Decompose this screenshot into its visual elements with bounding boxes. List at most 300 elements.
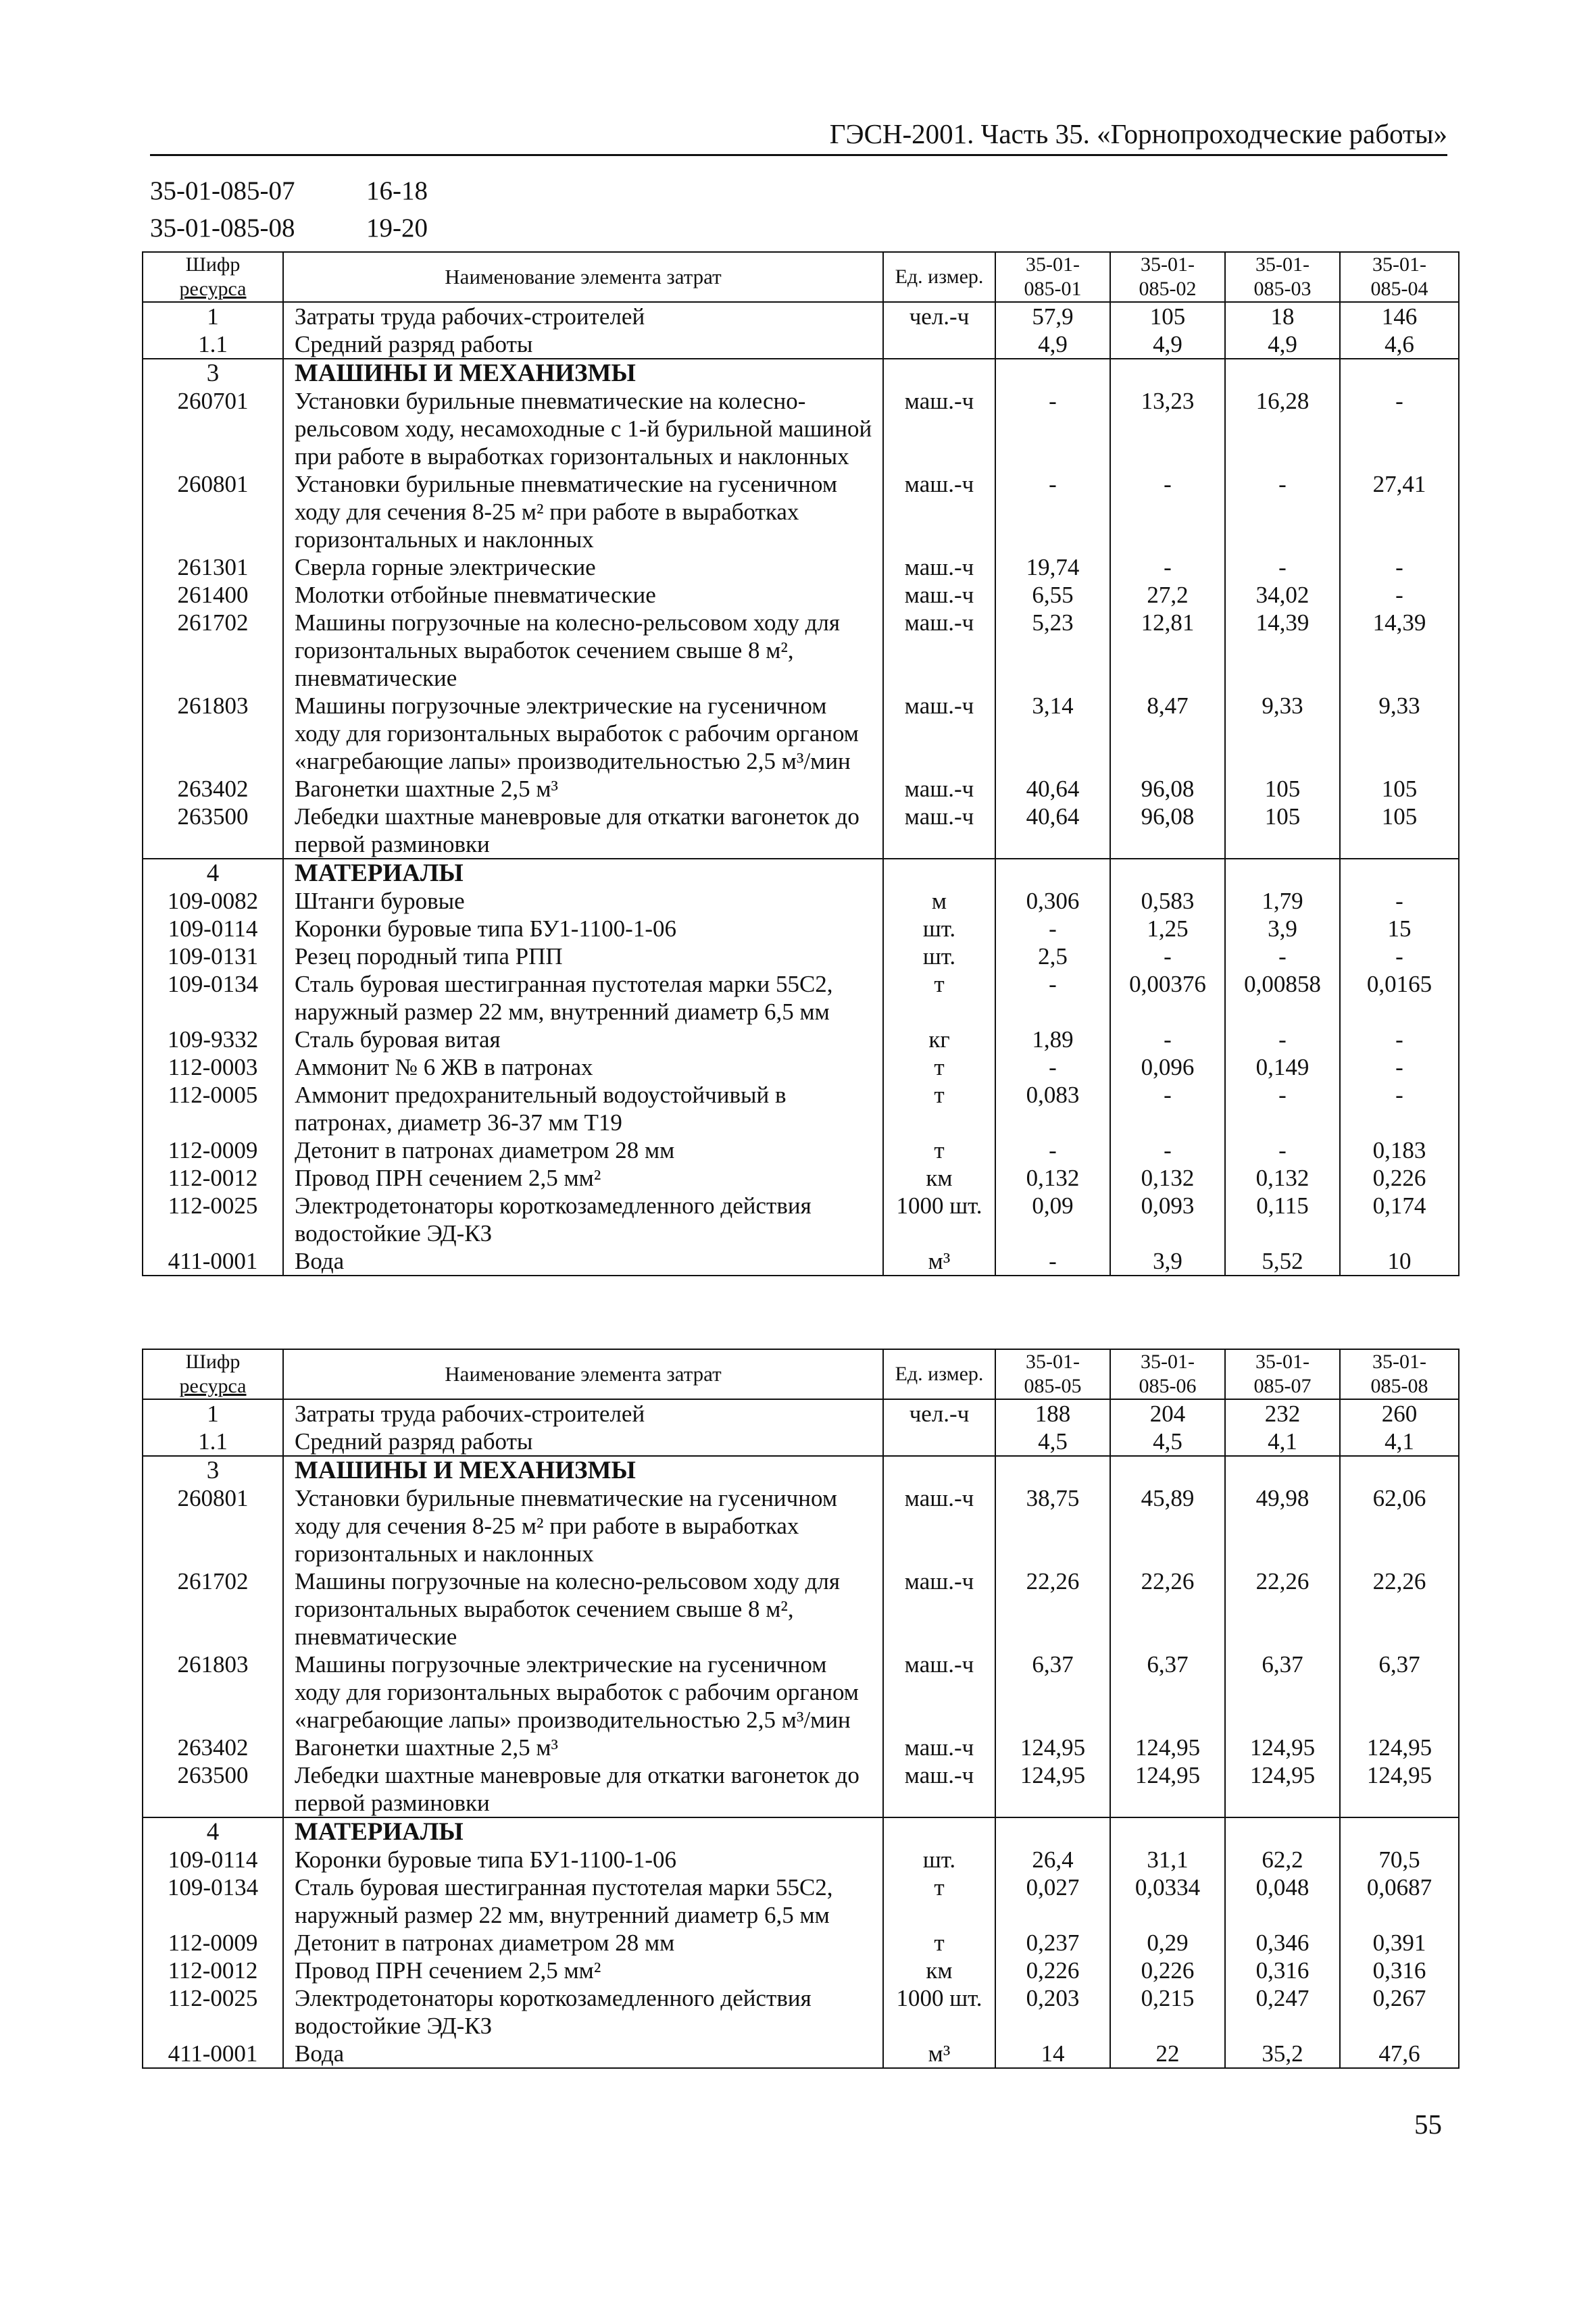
value-cell [995,1456,1110,1484]
header-code: Шифр ресурса [143,1349,283,1399]
value-cell: 105 [1340,775,1459,803]
reference-list [150,172,428,247]
resource-name-cell: Электродетонаторы короткозамедленного действия водостойкие ЭД-КЗ [283,1984,883,2040]
unit-cell: маш.-ч [883,387,995,470]
header-code: Шифр ресурса [143,252,283,302]
unit-cell: т [883,1929,995,1957]
value-cell: 0,115 [1225,1192,1340,1247]
value-cell: 8,47 [1110,692,1225,775]
unit-cell: м³ [883,1247,995,1276]
resource-code-cell: 3 [143,1456,283,1484]
value-cell: 0,583 [1110,887,1225,915]
header-col-3: 35-01- 085-03 [1225,252,1340,302]
unit-cell: маш.-ч [883,1484,995,1567]
value-cell: 6,55 [995,581,1110,609]
value-cell: 0,215 [1110,1984,1225,2040]
value-cell: 0,203 [995,1984,1110,2040]
value-cell: 105 [1225,803,1340,859]
value-cell: 4,9 [995,330,1110,359]
value-cell: - [995,970,1110,1026]
table-row [143,1873,1459,1929]
value-cell: 26,4 [995,1846,1110,1873]
value-cell: 40,64 [995,803,1110,859]
resource-name-cell: Лебедки шахтные маневровые для откатки вагонеток до первой разминовки [283,1761,883,1817]
reference-row [150,172,428,209]
section-row [143,1456,1459,1484]
value-cell [995,859,1110,887]
value-cell: 0,237 [995,1929,1110,1957]
value-cell: 9,33 [1340,692,1459,775]
header-name: Наименование элемента затрат [283,252,883,302]
unit-cell [883,859,995,887]
value-cell: 0,132 [995,1164,1110,1192]
unit-cell: км [883,1164,995,1192]
table-row [143,1484,1459,1567]
value-cell: 22,26 [1110,1567,1225,1651]
resource-name-cell: Установки бурильные пневматические на гусеничном ходу для сечения 8-25 м² при работе в выработках горизонтальных и наклонных [283,470,883,553]
table-body [143,1399,1459,2068]
value-cell [1225,1456,1340,1484]
header-col-1: 35-01- 085-01 [995,252,1110,302]
value-cell: 0,0687 [1340,1873,1459,1929]
value-cell: 4,5 [995,1428,1110,1456]
resource-table-2 [142,1349,1460,2069]
value-cell: 16,28 [1225,387,1340,470]
value-cell: 5,23 [995,609,1110,692]
resource-code-cell: 1 [143,1399,283,1428]
table-row [143,1192,1459,1247]
value-cell: 47,6 [1340,2040,1459,2068]
table-row [143,1957,1459,1984]
value-cell: 57,9 [995,302,1110,330]
value-cell: - [1110,553,1225,581]
header-col-1: 35-01- 085-05 [995,1349,1110,1399]
resource-name-cell: Сталь буровая шестигранная пустотелая марки 55С2, наружный размер 22 мм, внутренний диаметр 6,5 мм [283,1873,883,1929]
table-row [143,1399,1459,1428]
reference-pages: 16-18 [366,176,428,205]
resource-code-cell: 1 [143,302,283,330]
header-unit: Ед. измер. [883,252,995,302]
value-cell: 0,0334 [1110,1873,1225,1929]
value-cell: 124,95 [1225,1761,1340,1817]
value-cell: 6,37 [995,1651,1110,1734]
value-cell: - [1225,1081,1340,1136]
value-cell [1110,859,1225,887]
value-cell [1110,1817,1225,1846]
value-cell: - [995,387,1110,470]
resource-name-cell: Коронки буровые типа БУ1-1100-1-06 [283,1846,883,1873]
value-cell: 1,25 [1110,915,1225,942]
table-row [143,302,1459,330]
value-cell: 124,95 [995,1761,1110,1817]
value-cell: 6,37 [1225,1651,1340,1734]
value-cell: 27,41 [1340,470,1459,553]
resource-name-cell: Машины погрузочные на колесно-рельсовом ходу для горизонтальных выработок сечением свыше 8 м², пневматические [283,1567,883,1651]
table-row [143,330,1459,359]
value-cell: 0,0165 [1340,970,1459,1026]
table-row [143,1734,1459,1761]
table-row [143,470,1459,553]
unit-cell [883,1817,995,1846]
table-row [143,1567,1459,1651]
table-row [143,1761,1459,1817]
resource-name-cell: Установки бурильные пневматические на колесно-рельсовом ходу, несамоходные с 1-й бурильной машиной при работе в выработках горизонтальных и наклонных [283,387,883,470]
resource-code-cell: 260801 [143,1484,283,1567]
value-cell: 45,89 [1110,1484,1225,1567]
resource-code-cell: 4 [143,1817,283,1846]
unit-cell: т [883,1873,995,1929]
resource-name-cell: Резец породный типа РПП [283,942,883,970]
value-cell: - [995,1053,1110,1081]
value-cell: 124,95 [1340,1734,1459,1761]
table-row [143,1247,1459,1276]
value-cell: 38,75 [995,1484,1110,1567]
resource-name-cell: Вода [283,2040,883,2068]
resource-name-cell: Средний разряд работы [283,330,883,359]
value-cell: 0,306 [995,887,1110,915]
resource-name-cell: Средний разряд работы [283,1428,883,1456]
resource-code-cell: 109-9332 [143,1026,283,1053]
resource-code-cell: 261702 [143,1567,283,1651]
unit-cell: маш.-ч [883,553,995,581]
resource-code-cell: 112-0012 [143,1164,283,1192]
value-cell: 4,9 [1110,330,1225,359]
value-cell: 0,267 [1340,1984,1459,2040]
header-unit: Ед. измер. [883,1349,995,1399]
value-cell: 35,2 [1225,2040,1340,2068]
unit-cell: маш.-ч [883,1734,995,1761]
section-row [143,859,1459,887]
resource-name-cell: Коронки буровые типа БУ1-1100-1-06 [283,915,883,942]
table-row [143,775,1459,803]
value-cell [1225,359,1340,387]
value-cell: 0,391 [1340,1929,1459,1957]
value-cell: 124,95 [995,1734,1110,1761]
value-cell: 204 [1110,1399,1225,1428]
resource-name-cell: Аммонит № 6 ЖВ в патронах [283,1053,883,1081]
resource-code-cell: 112-0012 [143,1957,283,1984]
value-cell [1110,359,1225,387]
value-cell: 13,23 [1110,387,1225,470]
table-row [143,970,1459,1026]
resource-code-cell: 109-0134 [143,1873,283,1929]
resource-name-cell: МАТЕРИАЛЫ [283,1817,883,1846]
value-cell [1340,1456,1459,1484]
resource-code-cell: 261400 [143,581,283,609]
value-cell: 6,37 [1340,1651,1459,1734]
value-cell: - [1110,1026,1225,1053]
value-cell: 14,39 [1340,609,1459,692]
resource-name-cell: Детонит в патронах диаметром 28 мм [283,1136,883,1164]
resource-code-cell: 263500 [143,803,283,859]
value-cell: - [1225,1026,1340,1053]
unit-cell: чел.-ч [883,302,995,330]
value-cell: 22,26 [995,1567,1110,1651]
value-cell [1225,859,1340,887]
resource-name-cell: Молотки отбойные пневматические [283,581,883,609]
value-cell: - [995,1136,1110,1164]
table-row [143,692,1459,775]
resource-code-cell: 260801 [143,470,283,553]
header-col-4: 35-01- 085-04 [1340,252,1459,302]
resource-code-cell: 112-0003 [143,1053,283,1081]
value-cell: 22 [1110,2040,1225,2068]
section-row [143,1817,1459,1846]
resource-code-cell: 109-0082 [143,887,283,915]
value-cell: 5,52 [1225,1247,1340,1276]
resource-code-cell: 4 [143,859,283,887]
value-cell: 124,95 [1225,1734,1340,1761]
value-cell: - [1340,1026,1459,1053]
value-cell: - [995,470,1110,553]
unit-cell: чел.-ч [883,1399,995,1428]
resource-name-cell: Затраты труда рабочих-строителей [283,302,883,330]
value-cell: 4,1 [1340,1428,1459,1456]
resource-name-cell: МАТЕРИАЛЫ [283,859,883,887]
resource-name-cell: Провод ПРН сечением 2,5 мм² [283,1957,883,1984]
resource-name-cell: МАШИНЫ И МЕХАНИЗМЫ [283,359,883,387]
resource-name-cell: Вагонетки шахтные 2,5 м³ [283,775,883,803]
value-cell [995,1817,1110,1846]
table-row [143,609,1459,692]
header-col-3: 35-01- 085-07 [1225,1349,1340,1399]
reference-pages: 19-20 [366,213,428,243]
header-name: Наименование элемента затрат [283,1349,883,1399]
value-cell: 232 [1225,1399,1340,1428]
resource-name-cell: Установки бурильные пневматические на гусеничном ходу для сечения 8-25 м² при работе в выработках горизонтальных и наклонных [283,1484,883,1567]
value-cell: 124,95 [1110,1761,1225,1817]
value-cell [995,359,1110,387]
resource-code-cell: 263402 [143,1734,283,1761]
table-row [143,581,1459,609]
unit-cell: маш.-ч [883,775,995,803]
unit-cell: км [883,1957,995,1984]
value-cell: 0,00376 [1110,970,1225,1026]
value-cell: 0,174 [1340,1192,1459,1247]
value-cell: - [1340,387,1459,470]
page-number: 55 [1414,2109,1442,2140]
value-cell: 40,64 [995,775,1110,803]
resource-code-cell: 112-0005 [143,1081,283,1136]
resource-name-cell: Лебедки шахтные маневровые для откатки вагонеток до первой разминовки [283,803,883,859]
unit-cell [883,359,995,387]
unit-cell [883,330,995,359]
resource-name-cell: Машины погрузочные на колесно-рельсовом ходу для горизонтальных выработок сечением свыше 8 м², пневматические [283,609,883,692]
value-cell: 12,81 [1110,609,1225,692]
resource-name-cell: Машины погрузочные электрические на гусеничном ходу для горизонтальных выработок с рабочим органом «нагребающие лапы» производительностью 2,5 м³/мин [283,1651,883,1734]
unit-cell: т [883,1081,995,1136]
resource-name-cell: Сталь буровая витая [283,1026,883,1053]
value-cell: - [1340,1081,1459,1136]
resource-code-cell: 109-0134 [143,970,283,1026]
table-row [143,1026,1459,1053]
value-cell: 6,37 [1110,1651,1225,1734]
value-cell: 49,98 [1225,1484,1340,1567]
value-cell: - [1225,470,1340,553]
value-cell: 0,096 [1110,1053,1225,1081]
resource-name-cell: Сверла горные электрические [283,553,883,581]
resource-code-cell: 112-0025 [143,1984,283,2040]
value-cell: - [1110,1136,1225,1164]
reference-code: 35-01-085-07 [150,176,295,205]
value-cell: 9,33 [1225,692,1340,775]
unit-cell: 1000 шт. [883,1192,995,1247]
resource-code-cell: 1.1 [143,1428,283,1456]
value-cell: 0,132 [1225,1164,1340,1192]
table-row [143,1136,1459,1164]
value-cell: 260 [1340,1399,1459,1428]
resource-code-cell: 411-0001 [143,1247,283,1276]
resource-code-cell: 261803 [143,1651,283,1734]
table-header-row [143,1349,1459,1399]
value-cell: 62,06 [1340,1484,1459,1567]
resource-code-cell: 261803 [143,692,283,775]
value-cell: - [1110,1081,1225,1136]
value-cell [1340,1817,1459,1846]
header-col-2: 35-01- 085-06 [1110,1349,1225,1399]
value-cell: 0,132 [1110,1164,1225,1192]
value-cell: 3,9 [1110,1247,1225,1276]
header-col-4: 35-01- 085-08 [1340,1349,1459,1399]
table-row [143,1651,1459,1734]
resource-name-cell: Вагонетки шахтные 2,5 м³ [283,1734,883,1761]
resource-code-cell: 112-0025 [143,1192,283,1247]
resource-name-cell: Затраты труда рабочих-строителей [283,1399,883,1428]
value-cell: 0,226 [1340,1164,1459,1192]
unit-cell: маш.-ч [883,692,995,775]
value-cell: 4,6 [1340,330,1459,359]
table-row [143,1428,1459,1456]
reference-row [150,209,428,247]
resource-code-cell: 109-0114 [143,1846,283,1873]
value-cell: 146 [1340,302,1459,330]
resource-name-cell: МАШИНЫ И МЕХАНИЗМЫ [283,1456,883,1484]
resource-name-cell: Аммонит предохранительный водоустойчивый в патронах, диаметр 36-37 мм Т19 [283,1081,883,1136]
value-cell: 124,95 [1340,1761,1459,1817]
header-col-2: 35-01- 085-02 [1110,252,1225,302]
value-cell: - [1340,581,1459,609]
value-cell: 4,9 [1225,330,1340,359]
value-cell: 96,08 [1110,803,1225,859]
value-cell: 0,247 [1225,1984,1340,2040]
value-cell: 4,1 [1225,1428,1340,1456]
resource-name-cell: Сталь буровая шестигранная пустотелая марки 55С2, наружный размер 22 мм, внутренний диаметр 6,5 мм [283,970,883,1026]
value-cell: 3,14 [995,692,1110,775]
table-row [143,915,1459,942]
resource-code-cell: 3 [143,359,283,387]
value-cell: 0,316 [1340,1957,1459,1984]
unit-cell: маш.-ч [883,1651,995,1734]
value-cell: - [1110,470,1225,553]
resource-code-cell: 112-0009 [143,1136,283,1164]
value-cell: 0,093 [1110,1192,1225,1247]
table-row [143,942,1459,970]
value-cell: 2,5 [995,942,1110,970]
value-cell: 96,08 [1110,775,1225,803]
value-cell: 188 [995,1399,1110,1428]
value-cell: 0,226 [1110,1957,1225,1984]
value-cell: 0,149 [1225,1053,1340,1081]
resource-name-cell: Вода [283,1247,883,1276]
value-cell: 22,26 [1225,1567,1340,1651]
table-row [143,387,1459,470]
value-cell: 0,316 [1225,1957,1340,1984]
value-cell: 0,346 [1225,1929,1340,1957]
section-row [143,359,1459,387]
header-title: ГЭСН-2001. Часть 35. «Горнопроходческие работы» [829,118,1447,149]
value-cell: - [1340,887,1459,915]
resource-code-cell: 109-0114 [143,915,283,942]
value-cell: - [1340,942,1459,970]
value-cell: 10 [1340,1247,1459,1276]
value-cell: - [1225,942,1340,970]
unit-cell: м³ [883,2040,995,2068]
unit-cell: шт. [883,915,995,942]
resource-code-cell: 1.1 [143,330,283,359]
resource-name-cell: Провод ПРН сечением 2,5 мм² [283,1164,883,1192]
value-cell: 105 [1225,775,1340,803]
unit-cell: 1000 шт. [883,1984,995,2040]
value-cell: 19,74 [995,553,1110,581]
value-cell: 0,00858 [1225,970,1340,1026]
value-cell: 62,2 [1225,1846,1340,1873]
resource-name-cell: Электродетонаторы короткозамедленного действия водостойкие ЭД-КЗ [283,1192,883,1247]
running-header [150,114,1447,156]
unit-cell [883,1456,995,1484]
resource-code-cell: 261702 [143,609,283,692]
value-cell: - [1110,942,1225,970]
unit-cell: т [883,1053,995,1081]
resource-name-cell: Детонит в патронах диаметром 28 мм [283,1929,883,1957]
value-cell: - [1340,553,1459,581]
value-cell: 14,39 [1225,609,1340,692]
value-cell: 3,9 [1225,915,1340,942]
table-header-row [143,252,1459,302]
table-row [143,1164,1459,1192]
table-body [143,302,1459,1276]
resource-code-cell: 263500 [143,1761,283,1817]
resource-code-cell: 112-0009 [143,1929,283,1957]
value-cell: 105 [1340,803,1459,859]
value-cell: 70,5 [1340,1846,1459,1873]
value-cell: - [995,1247,1110,1276]
value-cell: 0,048 [1225,1873,1340,1929]
unit-cell: маш.-ч [883,581,995,609]
resource-code-cell: 109-0131 [143,942,283,970]
value-cell: 1,79 [1225,887,1340,915]
resource-name-cell: Машины погрузочные электрические на гусеничном ходу для горизонтальных выработок с рабочим органом «нагребающие лапы» производительностью 2,5 м³/мин [283,692,883,775]
resource-table-1 [142,251,1460,1276]
value-cell: 0,083 [995,1081,1110,1136]
resource-name-cell: Штанги буровые [283,887,883,915]
unit-cell: кг [883,1026,995,1053]
value-cell: 105 [1110,302,1225,330]
unit-cell: маш.-ч [883,609,995,692]
unit-cell: т [883,970,995,1026]
value-cell: 34,02 [1225,581,1340,609]
unit-cell: маш.-ч [883,1567,995,1651]
table-row [143,887,1459,915]
value-cell: 124,95 [1110,1734,1225,1761]
unit-cell [883,1428,995,1456]
value-cell: 18 [1225,302,1340,330]
value-cell: 31,1 [1110,1846,1225,1873]
value-cell: 0,027 [995,1873,1110,1929]
value-cell: 22,26 [1340,1567,1459,1651]
resource-code-cell: 411-0001 [143,2040,283,2068]
value-cell: 0,226 [995,1957,1110,1984]
value-cell: - [995,915,1110,942]
